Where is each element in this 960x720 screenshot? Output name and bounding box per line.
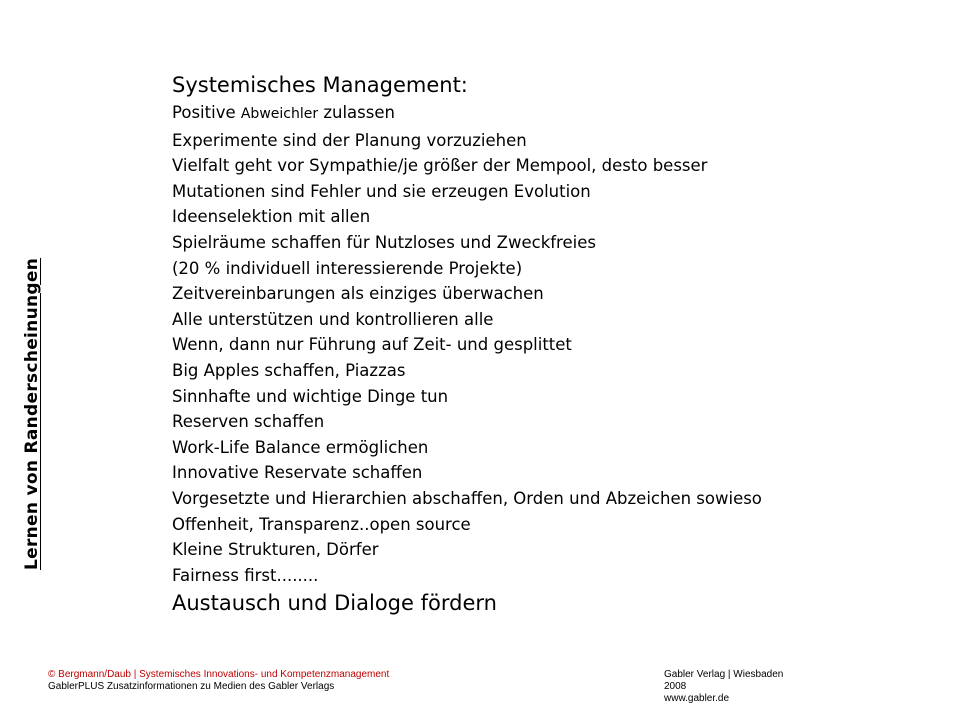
footer-copyright: © Bergmann/Daub | Systemisches Innovations- und Kompetenzmanagement — [48, 669, 390, 680]
list-item: (20 % individuell interessierende Projekte) — [172, 258, 523, 278]
footer-website: www.gabler.de — [664, 693, 730, 704]
list-item: Sinnhafte und wichtige Dinge tun — [172, 386, 449, 406]
list-item: Kleine Strukturen, Dörfer — [172, 540, 379, 560]
list-item: Zeitvereinbarungen als einziges überwachen — [172, 284, 544, 304]
list-item: Vielfalt geht vor Sympathie/je größer der Mempool, desto besser — [172, 156, 708, 176]
list-item: Spielräume schaffen für Nutzloses und Zweckfreies — [172, 232, 596, 252]
side-title: Lernen von Randerscheinungen — [22, 257, 42, 570]
list-item: Fairness first........ — [172, 565, 319, 585]
footer-publisher-note: GablerPLUS Zusatzinformationen zu Medien des Gabler Verlags — [48, 681, 335, 692]
list-item: Ideenselektion mit allen — [172, 207, 371, 227]
footer-right — [664, 669, 783, 705]
slide-heading: Systemisches Management: — [172, 73, 468, 97]
footer-left — [48, 669, 389, 693]
list-item: Offenheit, Transparenz..open source — [172, 514, 471, 534]
main-content — [172, 70, 952, 618]
list-item: Experimente sind der Planung vorzuziehen — [172, 130, 527, 150]
list-item: Alle unterstützen und kontrollieren alle — [172, 309, 494, 329]
list-item-text: Positive — [172, 103, 241, 122]
list-item: Reserven schaffen — [172, 412, 325, 432]
list-item: Wenn, dann nur Führung auf Zeit- und gesplittet — [172, 335, 572, 355]
list-item-text: zulassen — [318, 103, 395, 122]
list-item — [172, 100, 952, 128]
list-item: Vorgesetzte und Hierarchien abschaffen, Orden und Abzeichen sowieso — [172, 488, 762, 508]
closing-statement: Austausch und Dialoge fördern — [172, 591, 497, 616]
list-item: Big Apples schaffen, Piazzas — [172, 360, 406, 380]
list-item: Work-Life Balance ermöglichen — [172, 437, 429, 457]
footer-publisher: Gabler Verlag | Wiesbaden — [664, 669, 784, 680]
list-item-text-small: Abweichler — [240, 106, 319, 122]
list-item: Mutationen sind Fehler und sie erzeugen Evolution — [172, 181, 591, 201]
list-item: Innovative Reservate schaffen — [172, 463, 423, 483]
footer-year: 2008 — [664, 681, 687, 692]
